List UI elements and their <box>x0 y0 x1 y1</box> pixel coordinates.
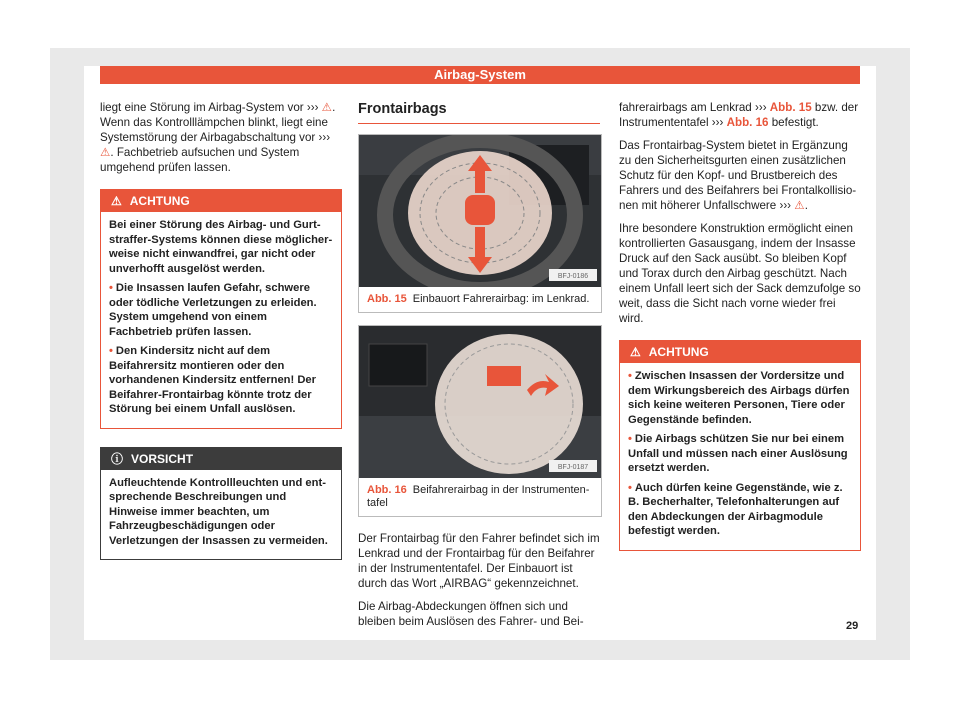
warning-bullet: • Die Airbags schützen Sie nur bei einem Unfall und müssen nach einer Auslösung ersetzt werden. <box>628 433 848 474</box>
figure-16 <box>358 325 602 517</box>
caution-box <box>100 447 342 561</box>
warning-triangle-icon: ⚠ <box>794 199 805 212</box>
figure-caption: Abb. 15 Einbauort Fahrerairbag: im Lenkrad. <box>367 293 590 305</box>
figure-code-label: BFJ-0187 <box>557 464 589 471</box>
warning-bullet: • Auch dürfen keine Gegenstände, wie z. B. Becherhalter, Telefonhalterungen auf den Abdeckungen der Airbagmodule befestigt werden. <box>628 481 843 537</box>
column-right <box>619 100 861 551</box>
bullet-icon: • <box>109 345 113 357</box>
body-paragraph: Die Airbag-Abdeckungen öffnen sich und bleiben beim Auslösen des Fahrer- und Bei- <box>358 600 584 628</box>
column-middle <box>358 100 600 637</box>
warning-box-header: ⚠ ACHTUNG <box>620 341 860 363</box>
warning-triangle-icon: ⚠ <box>100 146 111 159</box>
intro-paragraph: liegt eine Störung im Airbag-System vor ››› ⚠. Wenn das Kontrolllämpchen blinkt, liegt eine Systemstörung der Airbagabschaltung vor ››› ⚠. Fachbetrieb aufsuchen und System umgehend prüfen lassen. <box>100 101 336 174</box>
warning-box <box>100 189 342 429</box>
body-paragraph: Der Frontairbag für den Fahrer befindet sich im Lenkrad und der Frontairbag für den Beifahrer in der Instrumententafel. Der Einbauort ist durch das Wort „AIRBAG“ gekennzeichnet. <box>358 532 600 590</box>
warning-bullet: • Zwischen Insassen der Vordersitze und dem Wirkungsbereich des Airbags dürfen sich keine weiteren Personen, Tiere oder Gegenstände befinden. <box>628 370 850 426</box>
caution-box-header: ⓘ VORSICHT <box>101 448 341 470</box>
warning-triangle-icon: ⚠ <box>321 101 333 114</box>
warning-text: Bei einer Störung des Airbag- und Gurtstraffer-Systems können diese möglicherweise nicht einwandfrei, gar nicht oder unverhofft ausgelöst werden. <box>109 219 333 275</box>
body-paragraph: Ihre besondere Konstruktion ermöglicht einen kontrollierten Gasausgang, indem der Insasse Druck auf den Sack ausübt. So bleiben Kopf und Torax durch den Airbag geschützt. Nach einem Unfall leert sich der Sack demzufolge so weit, dass die Sicht nach vorne wieder frei wird. <box>619 222 861 325</box>
figure-caption: Abb. 16 Beifahrerairbag in der Instrumententafel <box>367 484 590 509</box>
warning-box <box>619 340 861 551</box>
bullet-icon: • <box>628 433 632 445</box>
steering-wheel-airbag-image <box>359 135 601 287</box>
figure-15 <box>358 134 602 313</box>
column-left <box>100 100 342 560</box>
figure-code-label: BFJ-0186 <box>557 273 589 280</box>
warning-box-header: ⚠ ACHTUNG <box>101 190 341 212</box>
section-title: Frontairbags <box>358 100 600 124</box>
page-number: 29 <box>846 620 859 632</box>
figure-reference-link[interactable]: Abb. 16 <box>726 116 769 129</box>
warning-triangle-icon: ⚠ <box>630 345 641 359</box>
caution-text: Aufleuchtende Kontrollleuchten und entsprechende Beschreibungen und Hinweise immer beachten, um Fahrzeugbeschädigungen oder Verletzungen der Insassen zu vermeiden. <box>109 476 328 547</box>
body-paragraph: fahrerairbags am Lenkrad ››› Abb. 15 bzw. der Instrumententafel ››› Abb. 16 befestigt. <box>619 101 859 129</box>
body-paragraph: Das Frontairbag-System bietet in Ergänzung zu den Sicherheitsgurten einen zusätzlichen Schutz für den Kopf- und Brustbereich des Fahrers und des Beifahrers bei Frontalkollisionen mit höherer Unfallschwere ››› ⚠. <box>619 139 857 212</box>
bullet-icon: • <box>628 370 632 382</box>
page-header: Airbag-System <box>100 66 860 84</box>
figure-reference-link[interactable]: Abb. 15 <box>769 101 812 114</box>
warning-bullet: • Den Kindersitz nicht auf dem Beifahrersitz montieren oder den vorhandenen Kindersitz entfernen! Der Beifahrer-Frontairbag könnte trotz der Störung bei einem Unfall auslösen. <box>109 345 317 415</box>
warning-bullet: • Die Insassen laufen Gefahr, schwere oder tödliche Verletzungen zu erleiden. System umgehend von einem Fachbetrieb prüfen lassen. <box>109 282 317 338</box>
dashboard-airbag-image <box>359 326 601 478</box>
bullet-icon: • <box>628 481 632 494</box>
bullet-icon: • <box>109 282 113 294</box>
info-circle-icon: ⓘ <box>111 451 124 466</box>
warning-triangle-icon: ⚠ <box>111 194 122 208</box>
